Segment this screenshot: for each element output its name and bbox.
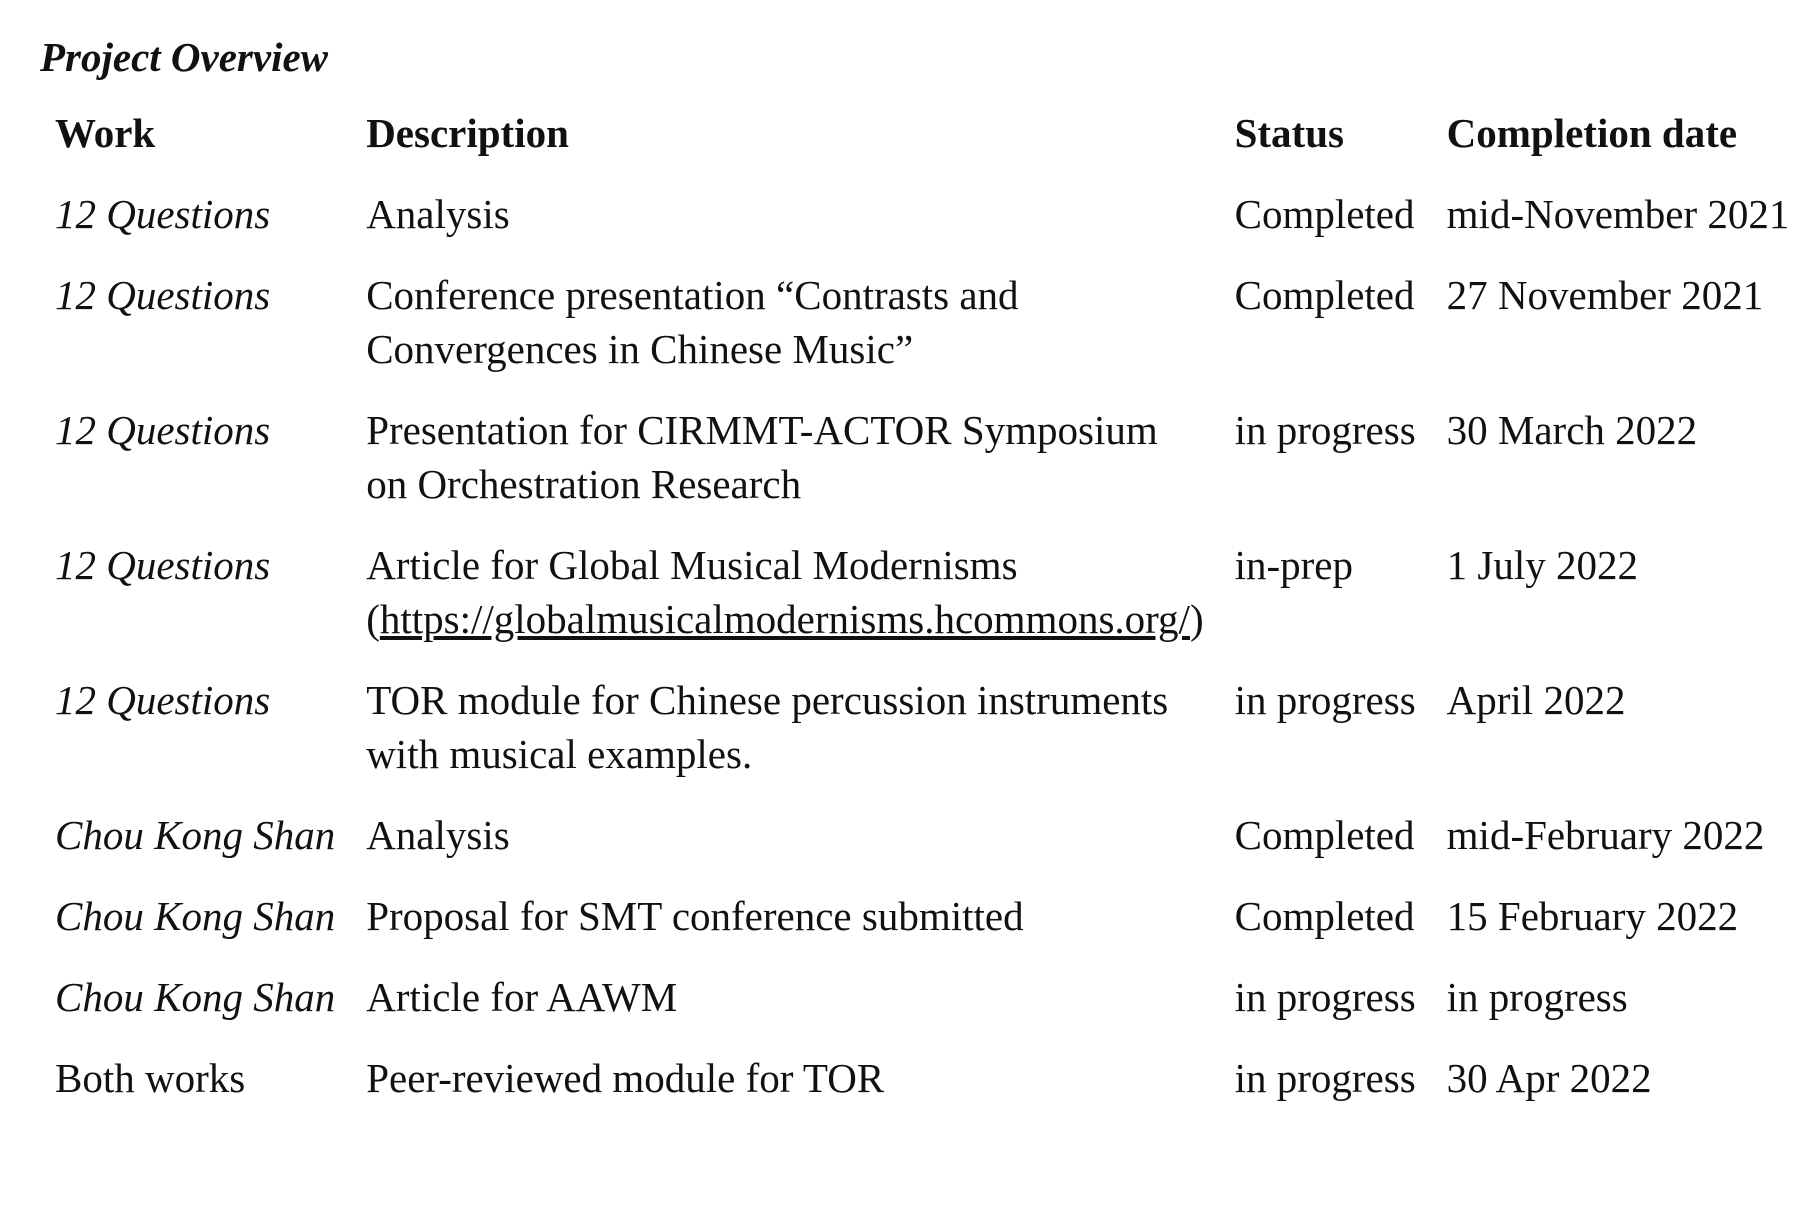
cell-description: Proposal for SMT conference submitted <box>366 893 1024 939</box>
cell-date: 15 February 2022 <box>1446 893 1739 939</box>
cell-status: in progress <box>1234 974 1416 1020</box>
cell-date: 30 Apr 2022 <box>1446 1055 1652 1101</box>
table-row <box>40 808 1794 889</box>
table-row <box>40 1051 1794 1132</box>
cell-description <box>351 538 1219 673</box>
cell-date: mid-February 2022 <box>1446 812 1765 858</box>
cell-status: Completed <box>1234 812 1415 858</box>
cell-description: Article for AAWM <box>366 974 678 1020</box>
cell-work: Chou Kong Shan <box>55 812 336 858</box>
cell-status: Completed <box>1234 272 1415 318</box>
cell-date: in progress <box>1446 974 1628 1020</box>
table-row <box>40 889 1794 970</box>
cell-date: 27 November 2021 <box>1446 272 1764 318</box>
table-row <box>40 673 1794 808</box>
page-title: Project Overview <box>40 34 329 80</box>
cell-date: April 2022 <box>1446 677 1626 723</box>
column-header-completion-date: Completion date <box>1446 110 1738 156</box>
cell-work: 12 Questions <box>55 191 271 237</box>
cell-status: Completed <box>1234 893 1415 939</box>
column-header-description: Description <box>366 110 569 156</box>
cell-work: 12 Questions <box>55 677 271 723</box>
cell-description: Peer-reviewed module for TOR <box>366 1055 885 1101</box>
cell-date: mid-November 2021 <box>1446 191 1790 237</box>
column-header-work: Work <box>55 110 156 156</box>
column-header-status: Status <box>1234 110 1344 156</box>
project-overview-table <box>40 106 1794 1132</box>
cell-status: in-prep <box>1234 542 1353 588</box>
global-musical-modernisms-link[interactable]: https://globalmusicalmodernisms.hcommons.org/ <box>379 596 1190 642</box>
cell-date: 1 July 2022 <box>1446 542 1639 588</box>
cell-work: 12 Questions <box>55 407 271 453</box>
cell-date: 30 March 2022 <box>1446 407 1698 453</box>
description-prefix: Article for Global Musical Modernisms ( <box>366 542 1018 642</box>
cell-work: Both works <box>55 1055 246 1101</box>
table-row <box>40 403 1794 538</box>
cell-description: Conference presentation “Contrasts and Convergences in Chinese Music” <box>366 272 1019 372</box>
table-row <box>40 268 1794 403</box>
table-row <box>40 970 1794 1051</box>
cell-status: Completed <box>1234 191 1415 237</box>
cell-status: in progress <box>1234 407 1416 453</box>
cell-status: in progress <box>1234 1055 1416 1101</box>
cell-description: TOR module for Chinese percussion instruments with musical examples. <box>366 677 1169 777</box>
table-row <box>40 187 1794 268</box>
cell-work: Chou Kong Shan <box>55 974 336 1020</box>
cell-description: Analysis <box>366 812 510 858</box>
description-suffix: ) <box>1189 596 1204 642</box>
cell-status: in progress <box>1234 677 1416 723</box>
cell-work: 12 Questions <box>55 272 271 318</box>
cell-description: Presentation for CIRMMT-ACTOR Symposium on Orchestration Research <box>366 407 1158 507</box>
cell-description: Analysis <box>366 191 510 237</box>
cell-work: 12 Questions <box>55 542 271 588</box>
cell-work: Chou Kong Shan <box>55 893 336 939</box>
table-header-row <box>40 106 1794 187</box>
table-row <box>40 538 1794 673</box>
